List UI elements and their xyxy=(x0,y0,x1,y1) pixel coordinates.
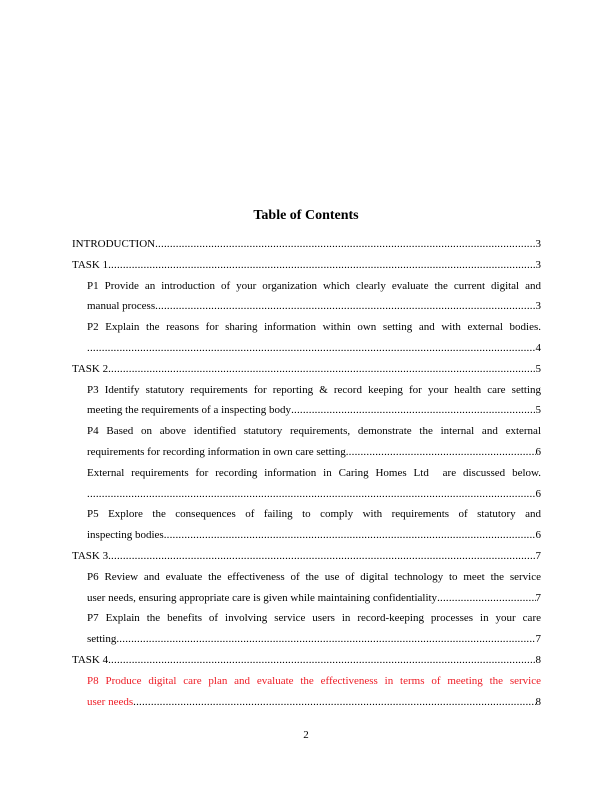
toc-entry-label-line-2: user needs, ensuring appropriate care is given while maintaining confidentiality xyxy=(87,591,438,604)
toc-entry-label: TASK 3 xyxy=(72,549,109,562)
toc-entry-external-requirements[interactable] xyxy=(72,463,541,505)
toc-title: Table of Contents xyxy=(253,208,359,223)
toc-entry-p1[interactable] xyxy=(72,276,541,318)
toc-entry-label-line-1: P7 Explain the benefits of involving service users in record-keeping processes in your care xyxy=(87,612,541,625)
toc-entry-label-line-2: meeting the requirements of a inspecting body xyxy=(87,404,292,417)
dot-leader xyxy=(291,400,535,421)
toc-entry-task-2[interactable] xyxy=(72,359,541,380)
dot-leader xyxy=(437,588,535,609)
toc-entry-p2[interactable] xyxy=(72,317,541,359)
dot-leader xyxy=(164,525,536,546)
dot-leader xyxy=(155,296,535,317)
toc-page-number: 6 xyxy=(535,445,541,458)
toc-page-number: 5 xyxy=(535,362,541,375)
page-number: 2 xyxy=(303,729,309,741)
toc-entry-task-3[interactable] xyxy=(72,546,541,567)
dot-leader xyxy=(108,359,535,380)
toc-entry-task-4[interactable] xyxy=(72,650,541,671)
toc-entry-label-line-2: manual process xyxy=(87,300,156,313)
toc-entry-label-line-2: requirements for recording information in own care setting xyxy=(87,445,346,458)
dot-leader xyxy=(346,442,536,463)
toc-page-number: 8 xyxy=(535,695,541,708)
toc-page-number: 4 xyxy=(535,341,541,354)
table-of-contents xyxy=(72,234,541,712)
dot-leader xyxy=(87,338,536,359)
toc-entry-p5[interactable] xyxy=(72,504,541,546)
toc-page-number: 5 xyxy=(535,404,541,417)
dot-leader xyxy=(108,650,535,671)
dot-leader xyxy=(155,234,535,255)
toc-entry-label-line-1: P5 Explore the consequences of failing to comply with requirements of statutory and xyxy=(87,508,541,521)
toc-entry-p6[interactable] xyxy=(72,567,541,609)
toc-entry-p7[interactable] xyxy=(72,608,541,650)
toc-page-number: 7 xyxy=(535,591,541,604)
dot-leader xyxy=(87,484,536,505)
toc-entry-label: INTRODUCTION xyxy=(72,238,156,250)
toc-entry-label-line-2: setting xyxy=(87,633,117,646)
toc-entry-label-line-1: P4 Based on above identified statutory requirements, demonstrate the internal and external xyxy=(87,425,541,438)
dot-leader xyxy=(133,692,535,713)
toc-page-number: 3 xyxy=(535,300,541,313)
toc-entry-label-line-1: P3 Identify statutory requirements for reporting & record keeping for your health care setting xyxy=(87,383,541,396)
toc-entry-label-line-1: P6 Review and evaluate the effectiveness of the use of digital technology to meet the service xyxy=(87,570,541,583)
toc-entry-label: TASK 4 xyxy=(72,653,109,666)
dot-leader xyxy=(116,629,535,650)
toc-entry-label: TASK 1 xyxy=(72,258,109,271)
toc-page-number: 3 xyxy=(535,238,541,250)
dot-leader xyxy=(108,255,535,276)
toc-page-number: 7 xyxy=(535,549,541,562)
toc-page-number: 3 xyxy=(535,258,541,271)
dot-leader xyxy=(108,546,535,567)
toc-page-number: 7 xyxy=(535,633,541,646)
toc-page-number: 6 xyxy=(535,529,541,542)
toc-entry-label-line-2: inspecting bodies xyxy=(87,529,164,542)
toc-page-number: 6 xyxy=(535,487,541,500)
toc-entry-label-line-1: External requirements for recording information in Caring Homes Ltd are discussed below. xyxy=(87,466,541,479)
toc-entry-label-line-1: P1 Provide an introduction of your organization which clearly evaluate the current digital and xyxy=(87,279,541,292)
toc-entry-label-line-1: P8 Produce digital care plan and evaluate the effectiveness in terms of meeting the service xyxy=(87,674,541,687)
toc-page-number: 8 xyxy=(535,653,541,666)
toc-entry-task-1[interactable] xyxy=(72,255,541,276)
toc-entry-label-line-1: P2 Explain the reasons for sharing information within own setting and with external bodies. xyxy=(87,321,541,334)
toc-entry-label: TASK 2 xyxy=(72,362,109,375)
toc-entry-p4[interactable] xyxy=(72,421,541,463)
toc-entry-introduction[interactable] xyxy=(72,234,541,255)
toc-entry-p8[interactable] xyxy=(72,671,541,713)
toc-entry-p3[interactable] xyxy=(72,380,541,422)
toc-entry-label-line-2: user needs xyxy=(87,695,134,708)
